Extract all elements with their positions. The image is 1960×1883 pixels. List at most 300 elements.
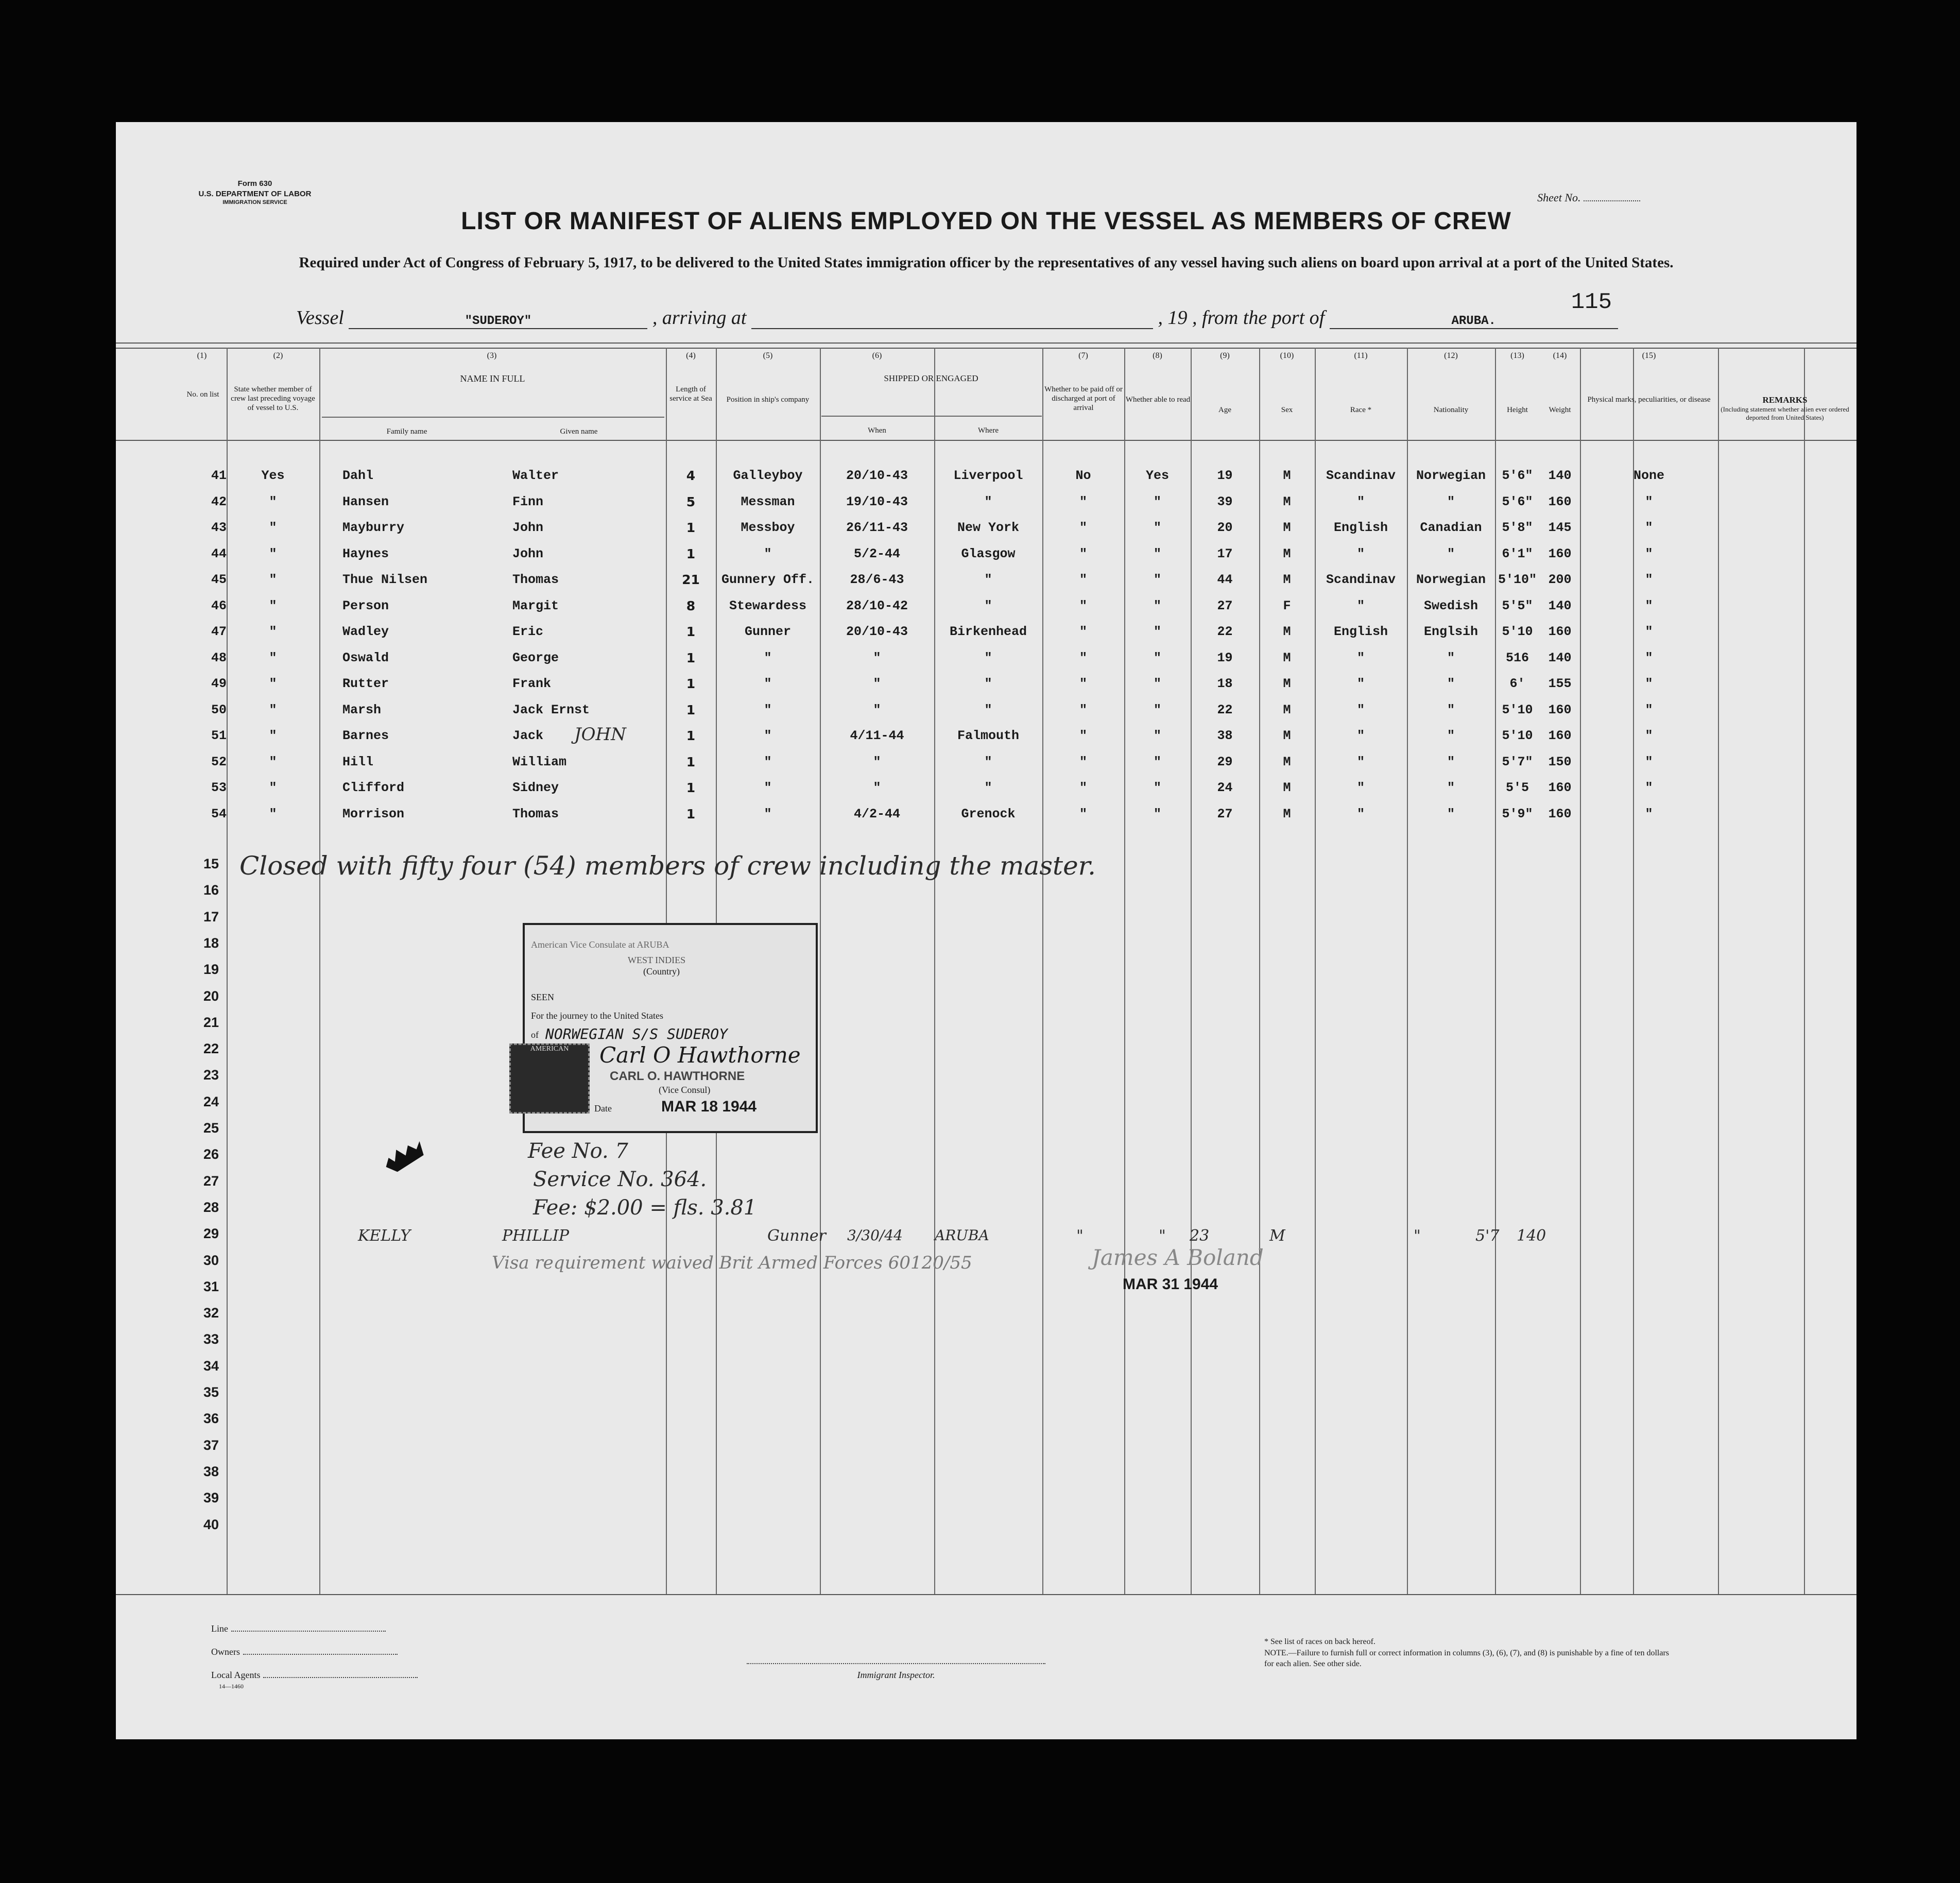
- family-name: Wadley: [342, 624, 389, 639]
- weight: 160: [1548, 494, 1572, 509]
- row-number: 45: [211, 572, 227, 587]
- footer-agents-field: [211, 1670, 418, 1681]
- table-row: [116, 774, 1856, 800]
- row-number: 53: [211, 780, 227, 795]
- table-row: [116, 592, 1856, 619]
- form-header: [178, 179, 332, 206]
- inspector-signature-line: [747, 1663, 1045, 1664]
- line-number: 18: [203, 935, 219, 951]
- able-read: ": [1153, 546, 1161, 561]
- race: Scandinav: [1326, 468, 1396, 483]
- race: ": [1356, 598, 1365, 613]
- paid-off: ": [1079, 546, 1087, 561]
- shipped-where: Falmouth: [957, 728, 1020, 743]
- paid-off: No: [1075, 468, 1091, 483]
- height: 5'9": [1502, 806, 1533, 821]
- height: 5'10: [1502, 702, 1533, 717]
- footer-agents-label: Local Agents: [211, 1670, 261, 1680]
- stamp-journey: For the journey to the United States: [531, 1011, 663, 1021]
- line-number: 21: [203, 1014, 219, 1030]
- visa-note: Visa requirement waived Brit Armed Forces 60120/55: [492, 1253, 972, 1273]
- nationality: ": [1447, 780, 1455, 795]
- given-name: John: [512, 520, 544, 535]
- table-row: [116, 644, 1856, 671]
- physical-marks: ": [1645, 598, 1653, 613]
- height: 5'7": [1502, 754, 1533, 769]
- shipped-where: ": [984, 598, 992, 613]
- fee-line-3: Fee: $2.00 = fls. 3.81: [533, 1196, 757, 1220]
- header-family-name: Family name: [386, 427, 427, 436]
- age: 44: [1217, 572, 1233, 587]
- weight: 160: [1548, 728, 1572, 743]
- position: ": [764, 728, 772, 743]
- sex: M: [1283, 676, 1291, 691]
- footer-owners-blank: [243, 1654, 398, 1655]
- line-number: 36: [203, 1411, 219, 1427]
- sheet-number-field: [1537, 191, 1640, 204]
- given-name: William: [512, 754, 567, 769]
- header-paid-off: Whether to be paid off or discharged at port of arrival: [1044, 385, 1123, 412]
- kelly-age: 23: [1190, 1227, 1210, 1245]
- line-number: 28: [203, 1199, 219, 1215]
- family-name: Rutter: [342, 676, 389, 691]
- table-top-rule-2: [116, 348, 1856, 349]
- table-row: [116, 514, 1856, 540]
- length-service: 1: [686, 702, 696, 717]
- header-name-in-full: NAME IN FULL: [460, 373, 525, 384]
- sex: M: [1283, 754, 1291, 769]
- paid-off: ": [1079, 650, 1087, 665]
- nationality: Canadian: [1420, 520, 1482, 535]
- year-label: , 19: [1158, 307, 1188, 329]
- paid-off: ": [1079, 520, 1087, 535]
- height: 5'8": [1502, 520, 1533, 535]
- prev-voyage: ": [269, 494, 277, 509]
- column-number-2: (2): [273, 351, 283, 360]
- able-read: ": [1153, 650, 1161, 665]
- sex: M: [1283, 546, 1291, 561]
- column-number-7: (7): [1078, 351, 1088, 360]
- sex: M: [1283, 624, 1291, 639]
- length-service: 5: [686, 494, 696, 509]
- shipped-where: ": [984, 572, 992, 587]
- row-number: 54: [211, 806, 227, 821]
- age: 38: [1217, 728, 1233, 743]
- weight: 155: [1548, 676, 1572, 691]
- shipped-where: New York: [957, 520, 1020, 535]
- height: 5'6": [1502, 468, 1533, 483]
- shipped-where: Liverpool: [953, 468, 1023, 483]
- family-name: Barnes: [342, 728, 389, 743]
- sex: M: [1283, 728, 1291, 743]
- footer-form-code: 14—1460: [219, 1683, 244, 1690]
- closing-note: Closed with fifty four (54) members of crew including the master.: [239, 851, 1096, 881]
- shipped-when: ": [873, 650, 881, 665]
- column-number-3: (3): [487, 351, 497, 360]
- physical-marks: ": [1645, 546, 1653, 561]
- line-number: 19: [203, 962, 219, 978]
- vessel-line: [296, 306, 1618, 329]
- height: 6'1": [1502, 546, 1533, 561]
- paid-off: ": [1079, 494, 1087, 509]
- column-number-12: (12): [1444, 351, 1458, 360]
- position: ": [764, 702, 772, 717]
- age: 27: [1217, 598, 1233, 613]
- stamp-consulate: American Vice Consulate at ARUBA: [531, 939, 669, 950]
- kelly-paid: ": [1076, 1227, 1084, 1245]
- stamp-date: MAR 18 1944: [661, 1098, 757, 1115]
- given-name: Sidney: [512, 780, 559, 795]
- table-row: [116, 722, 1856, 748]
- name-subheader-rule: [322, 417, 664, 418]
- service-name: IMMIGRATION SERVICE: [222, 199, 287, 206]
- prev-voyage: ": [269, 754, 277, 769]
- header-where: Where: [978, 426, 999, 435]
- document-subtitle: Required under Act of Congress of February 5, 1917, to be delivered to the United States immigration officer by the representatives of any vessel having such aliens on board upon arrival at a port of the United States.: [299, 254, 1674, 271]
- line-number: 27: [203, 1173, 219, 1189]
- physical-marks: ": [1645, 676, 1653, 691]
- nationality: ": [1447, 494, 1455, 509]
- row-number: 51: [211, 728, 227, 743]
- able-read: ": [1153, 676, 1161, 691]
- line-number: 15: [203, 856, 219, 871]
- position: Messboy: [741, 520, 795, 535]
- row-number: 44: [211, 546, 227, 561]
- line-number: 22: [203, 1041, 219, 1057]
- header-bottom-rule: [116, 440, 1856, 441]
- paid-off: ": [1079, 676, 1087, 691]
- header-nationality: Nationality: [1433, 406, 1469, 414]
- physical-marks: ": [1645, 728, 1653, 743]
- shipped-subheader-rule: [821, 416, 1042, 417]
- position: ": [764, 546, 772, 561]
- shipped-when: 5/2-44: [853, 546, 900, 561]
- sex: M: [1283, 780, 1291, 795]
- column-number-10: (10): [1280, 351, 1294, 360]
- weight: 140: [1548, 650, 1572, 665]
- kelly-nationality: ": [1414, 1227, 1421, 1245]
- length-service: 1: [686, 754, 696, 769]
- race: English: [1333, 624, 1388, 639]
- weight: 160: [1548, 702, 1572, 717]
- able-read: ": [1153, 598, 1161, 613]
- row-number: 48: [211, 650, 227, 665]
- position: Gunner: [744, 624, 791, 639]
- given-name-handwritten: JOHN: [574, 724, 626, 745]
- length-service: 1: [686, 624, 696, 639]
- arriving-label: , arriving at: [652, 307, 747, 329]
- line-number: 26: [203, 1146, 219, 1162]
- nationality: ": [1447, 754, 1455, 769]
- line-number: 33: [203, 1331, 219, 1347]
- nationality: ": [1447, 728, 1455, 743]
- prev-voyage: Yes: [261, 468, 285, 483]
- shipped-where: ": [984, 702, 992, 717]
- sex: M: [1283, 650, 1291, 665]
- header-remarks-sub: (Including statement whether alien ever ordered deported from United States): [1721, 405, 1849, 421]
- fee-stamp-label: AMERICAN: [530, 1045, 569, 1053]
- family-name: Oswald: [342, 650, 389, 665]
- footer-line-blank: [231, 1631, 386, 1632]
- kelly-sex: M: [1269, 1227, 1285, 1245]
- kelly-where: ARUBA: [935, 1227, 989, 1244]
- given-name: Thomas: [512, 572, 559, 587]
- fee-line-2: Service No. 364.: [533, 1168, 707, 1191]
- paid-off: ": [1079, 624, 1087, 639]
- length-service: 4: [686, 468, 696, 483]
- stamp-vessel-hand: NORWEGIAN S/S SUDEROY: [545, 1025, 728, 1042]
- weight: 160: [1548, 806, 1572, 821]
- table-row: [116, 618, 1856, 644]
- nationality: ": [1447, 702, 1455, 717]
- weight: 150: [1548, 754, 1572, 769]
- physical-marks: ": [1645, 650, 1653, 665]
- race: ": [1356, 650, 1365, 665]
- family-name: Hill: [342, 754, 374, 769]
- race-note: * See list of races on back hereof.: [1264, 1637, 1376, 1646]
- arriving-blank: [751, 314, 1153, 329]
- family-name: Hansen: [342, 494, 389, 509]
- length-service: 1: [686, 806, 696, 821]
- header-when: When: [868, 426, 886, 435]
- shipped-where: ": [984, 650, 992, 665]
- height: 5'10: [1502, 728, 1533, 743]
- footer-line-field: [211, 1623, 386, 1634]
- length-service: 1: [686, 676, 696, 691]
- sheet-number-label: Sheet No.: [1537, 191, 1581, 204]
- race: ": [1356, 780, 1365, 795]
- prev-voyage: ": [269, 780, 277, 795]
- paid-off: ": [1079, 728, 1087, 743]
- kelly-position: Gunner: [767, 1227, 827, 1245]
- paid-off: ": [1079, 572, 1087, 587]
- kelly-height: 5'7: [1475, 1227, 1500, 1245]
- line-number: 29: [203, 1226, 219, 1242]
- kelly-given: PHILLIP: [502, 1227, 570, 1245]
- row-number: 50: [211, 702, 227, 717]
- inspector-signature: James A Boland: [1092, 1245, 1264, 1270]
- footer-owners-field: [211, 1647, 398, 1657]
- shipped-where: ": [984, 780, 992, 795]
- table-top-rule: [116, 343, 1856, 344]
- column-number-11: (11): [1354, 351, 1368, 360]
- shipped-where: Birkenhead: [949, 624, 1027, 639]
- given-name: Walter: [512, 468, 559, 483]
- sex: F: [1283, 598, 1291, 613]
- able-read: ": [1153, 520, 1161, 535]
- fee-revenue-stamp: [509, 1043, 590, 1114]
- weight: 160: [1548, 624, 1572, 639]
- family-name: Marsh: [342, 702, 382, 717]
- line-number: 16: [203, 882, 219, 898]
- document-title: LIST OR MANIFEST OF ALIENS EMPLOYED ON THE VESSEL AS MEMBERS OF CREW: [461, 208, 1511, 235]
- shipped-when: 28/6-43: [850, 572, 904, 587]
- given-name: Frank: [512, 676, 552, 691]
- column-number-4: (4): [686, 351, 696, 360]
- inspection-date-stamp: MAR 31 1944: [1123, 1276, 1218, 1293]
- given-name: John: [512, 546, 544, 561]
- physical-marks: ": [1645, 702, 1653, 717]
- length-service: 21: [682, 572, 700, 587]
- table-row: [116, 566, 1856, 592]
- age: 18: [1217, 676, 1233, 691]
- able-read: ": [1153, 572, 1161, 587]
- given-name: Jack Ernst: [512, 702, 590, 717]
- paid-off: ": [1079, 806, 1087, 821]
- prev-voyage: ": [269, 702, 277, 717]
- paid-off: ": [1079, 598, 1087, 613]
- prev-voyage: ": [269, 572, 277, 587]
- kelly-when: 3/30/44: [847, 1227, 903, 1244]
- header-race: Race *: [1350, 406, 1372, 414]
- prev-voyage: ": [269, 624, 277, 639]
- row-number: 52: [211, 754, 227, 769]
- line-number: 32: [203, 1305, 219, 1321]
- vessel-label: Vessel: [296, 307, 344, 329]
- stamp-date-label: Date: [594, 1103, 612, 1114]
- position: ": [764, 780, 772, 795]
- race: ": [1356, 676, 1365, 691]
- column-number-14: (14): [1553, 351, 1567, 360]
- weight: 200: [1548, 572, 1572, 587]
- able-read: ": [1153, 702, 1161, 717]
- paid-off: ": [1079, 754, 1087, 769]
- paid-off: ": [1079, 780, 1087, 795]
- line-number: 39: [203, 1490, 219, 1506]
- age: 19: [1217, 468, 1233, 483]
- able-read: ": [1153, 780, 1161, 795]
- prev-voyage: ": [269, 728, 277, 743]
- shipped-when: 4/2-44: [853, 806, 900, 821]
- race: Scandinav: [1326, 572, 1396, 587]
- stamp-title: (Vice Consul): [659, 1085, 711, 1095]
- nationality: ": [1447, 546, 1455, 561]
- table-row: [116, 462, 1856, 488]
- able-read: ": [1153, 624, 1161, 639]
- shipped-where: ": [984, 754, 992, 769]
- line-number: 20: [203, 988, 219, 1004]
- prev-voyage: ": [269, 598, 277, 613]
- ink-mark: [381, 1139, 427, 1175]
- length-service: 1: [686, 728, 696, 743]
- manifest-sheet: [116, 122, 1856, 1739]
- length-service: 1: [686, 546, 696, 561]
- header-position: Position in ship's company: [726, 396, 810, 404]
- kelly-read: ": [1159, 1227, 1166, 1245]
- nationality: ": [1447, 650, 1455, 665]
- length-service: 8: [686, 598, 696, 613]
- position: ": [764, 650, 772, 665]
- family-name: Haynes: [342, 546, 389, 561]
- prev-voyage: ": [269, 676, 277, 691]
- height: 5'5: [1505, 780, 1529, 795]
- table-row: [116, 488, 1856, 515]
- stamp-signature: Carl O Hawthorne: [599, 1042, 801, 1068]
- fine-note: NOTE.—Failure to furnish full or correct information in columns (3), (6), (7), and (8) is punishable by a fine of ten dollars for each alien. See other side.: [1264, 1648, 1670, 1669]
- line-number: 31: [203, 1278, 219, 1294]
- table-row: [116, 540, 1856, 567]
- position: Stewardess: [729, 598, 807, 613]
- column-number-6: (6): [872, 351, 882, 360]
- table-row: [116, 670, 1856, 696]
- height: 6': [1509, 676, 1525, 691]
- age: 39: [1217, 494, 1233, 509]
- header-age: Age: [1218, 406, 1231, 414]
- line-number: 38: [203, 1463, 219, 1479]
- position: Gunnery Off.: [721, 572, 815, 587]
- sex: M: [1283, 806, 1291, 821]
- row-number: 46: [211, 598, 227, 613]
- header-given-name: Given name: [560, 427, 598, 436]
- row-number: 41: [211, 468, 227, 483]
- header-able-read: Whether able to read: [1125, 396, 1191, 404]
- header-remarks: REMARKS: [1762, 395, 1808, 405]
- age: 22: [1217, 624, 1233, 639]
- prev-voyage: ": [269, 650, 277, 665]
- sex: M: [1283, 468, 1291, 483]
- nationality: Norwegian: [1416, 572, 1486, 587]
- line-number: 25: [203, 1120, 219, 1136]
- table-row: [116, 748, 1856, 775]
- physical-marks: None: [1633, 468, 1664, 483]
- nationality: Norwegian: [1416, 468, 1486, 483]
- footer-agents-blank: [263, 1677, 418, 1678]
- kelly-weight: 140: [1517, 1227, 1546, 1245]
- able-read: ": [1153, 728, 1161, 743]
- weight: 145: [1548, 520, 1572, 535]
- row-number: 43: [211, 520, 227, 535]
- sex: M: [1283, 702, 1291, 717]
- physical-marks: ": [1645, 754, 1653, 769]
- header-weight: Weight: [1549, 406, 1571, 414]
- shipped-when: 20/10-43: [846, 468, 908, 483]
- header-prev-voyage: State whether member of crew last preceding voyage of vessel to U.S.: [231, 385, 315, 412]
- physical-marks: ": [1645, 780, 1653, 795]
- stamp-of-label: of: [531, 1030, 539, 1040]
- page-number: 115: [1571, 289, 1612, 315]
- height: 516: [1505, 650, 1529, 665]
- height: 5'6": [1502, 494, 1533, 509]
- shipped-where: ": [984, 676, 992, 691]
- table-bottom-rule: [116, 1594, 1856, 1595]
- weight: 140: [1548, 598, 1572, 613]
- given-name: George: [512, 650, 559, 665]
- age: 29: [1217, 754, 1233, 769]
- weight: 140: [1548, 468, 1572, 483]
- shipped-when: 4/11-44: [850, 728, 904, 743]
- family-name: Morrison: [342, 806, 405, 821]
- shipped-when: ": [873, 702, 881, 717]
- family-name: Thue Nilsen: [342, 572, 428, 587]
- table-row: [116, 800, 1856, 827]
- family-name: Person: [342, 598, 389, 613]
- length-service: 1: [686, 780, 696, 795]
- from-port: ARUBA.: [1330, 314, 1618, 329]
- fee-line-1: Fee No. 7: [528, 1139, 628, 1163]
- shipped-when: ": [873, 676, 881, 691]
- prev-voyage: ": [269, 520, 277, 535]
- sex: M: [1283, 494, 1291, 509]
- consular-stamp: [523, 923, 818, 1133]
- weight: 160: [1548, 546, 1572, 561]
- position: ": [764, 676, 772, 691]
- line-number: 30: [203, 1252, 219, 1268]
- shipped-when: 19/10-43: [846, 494, 908, 509]
- shipped-where: Grenock: [961, 806, 1016, 821]
- nationality: ": [1447, 806, 1455, 821]
- family-name: Clifford: [342, 780, 405, 795]
- physical-marks: ": [1645, 572, 1653, 587]
